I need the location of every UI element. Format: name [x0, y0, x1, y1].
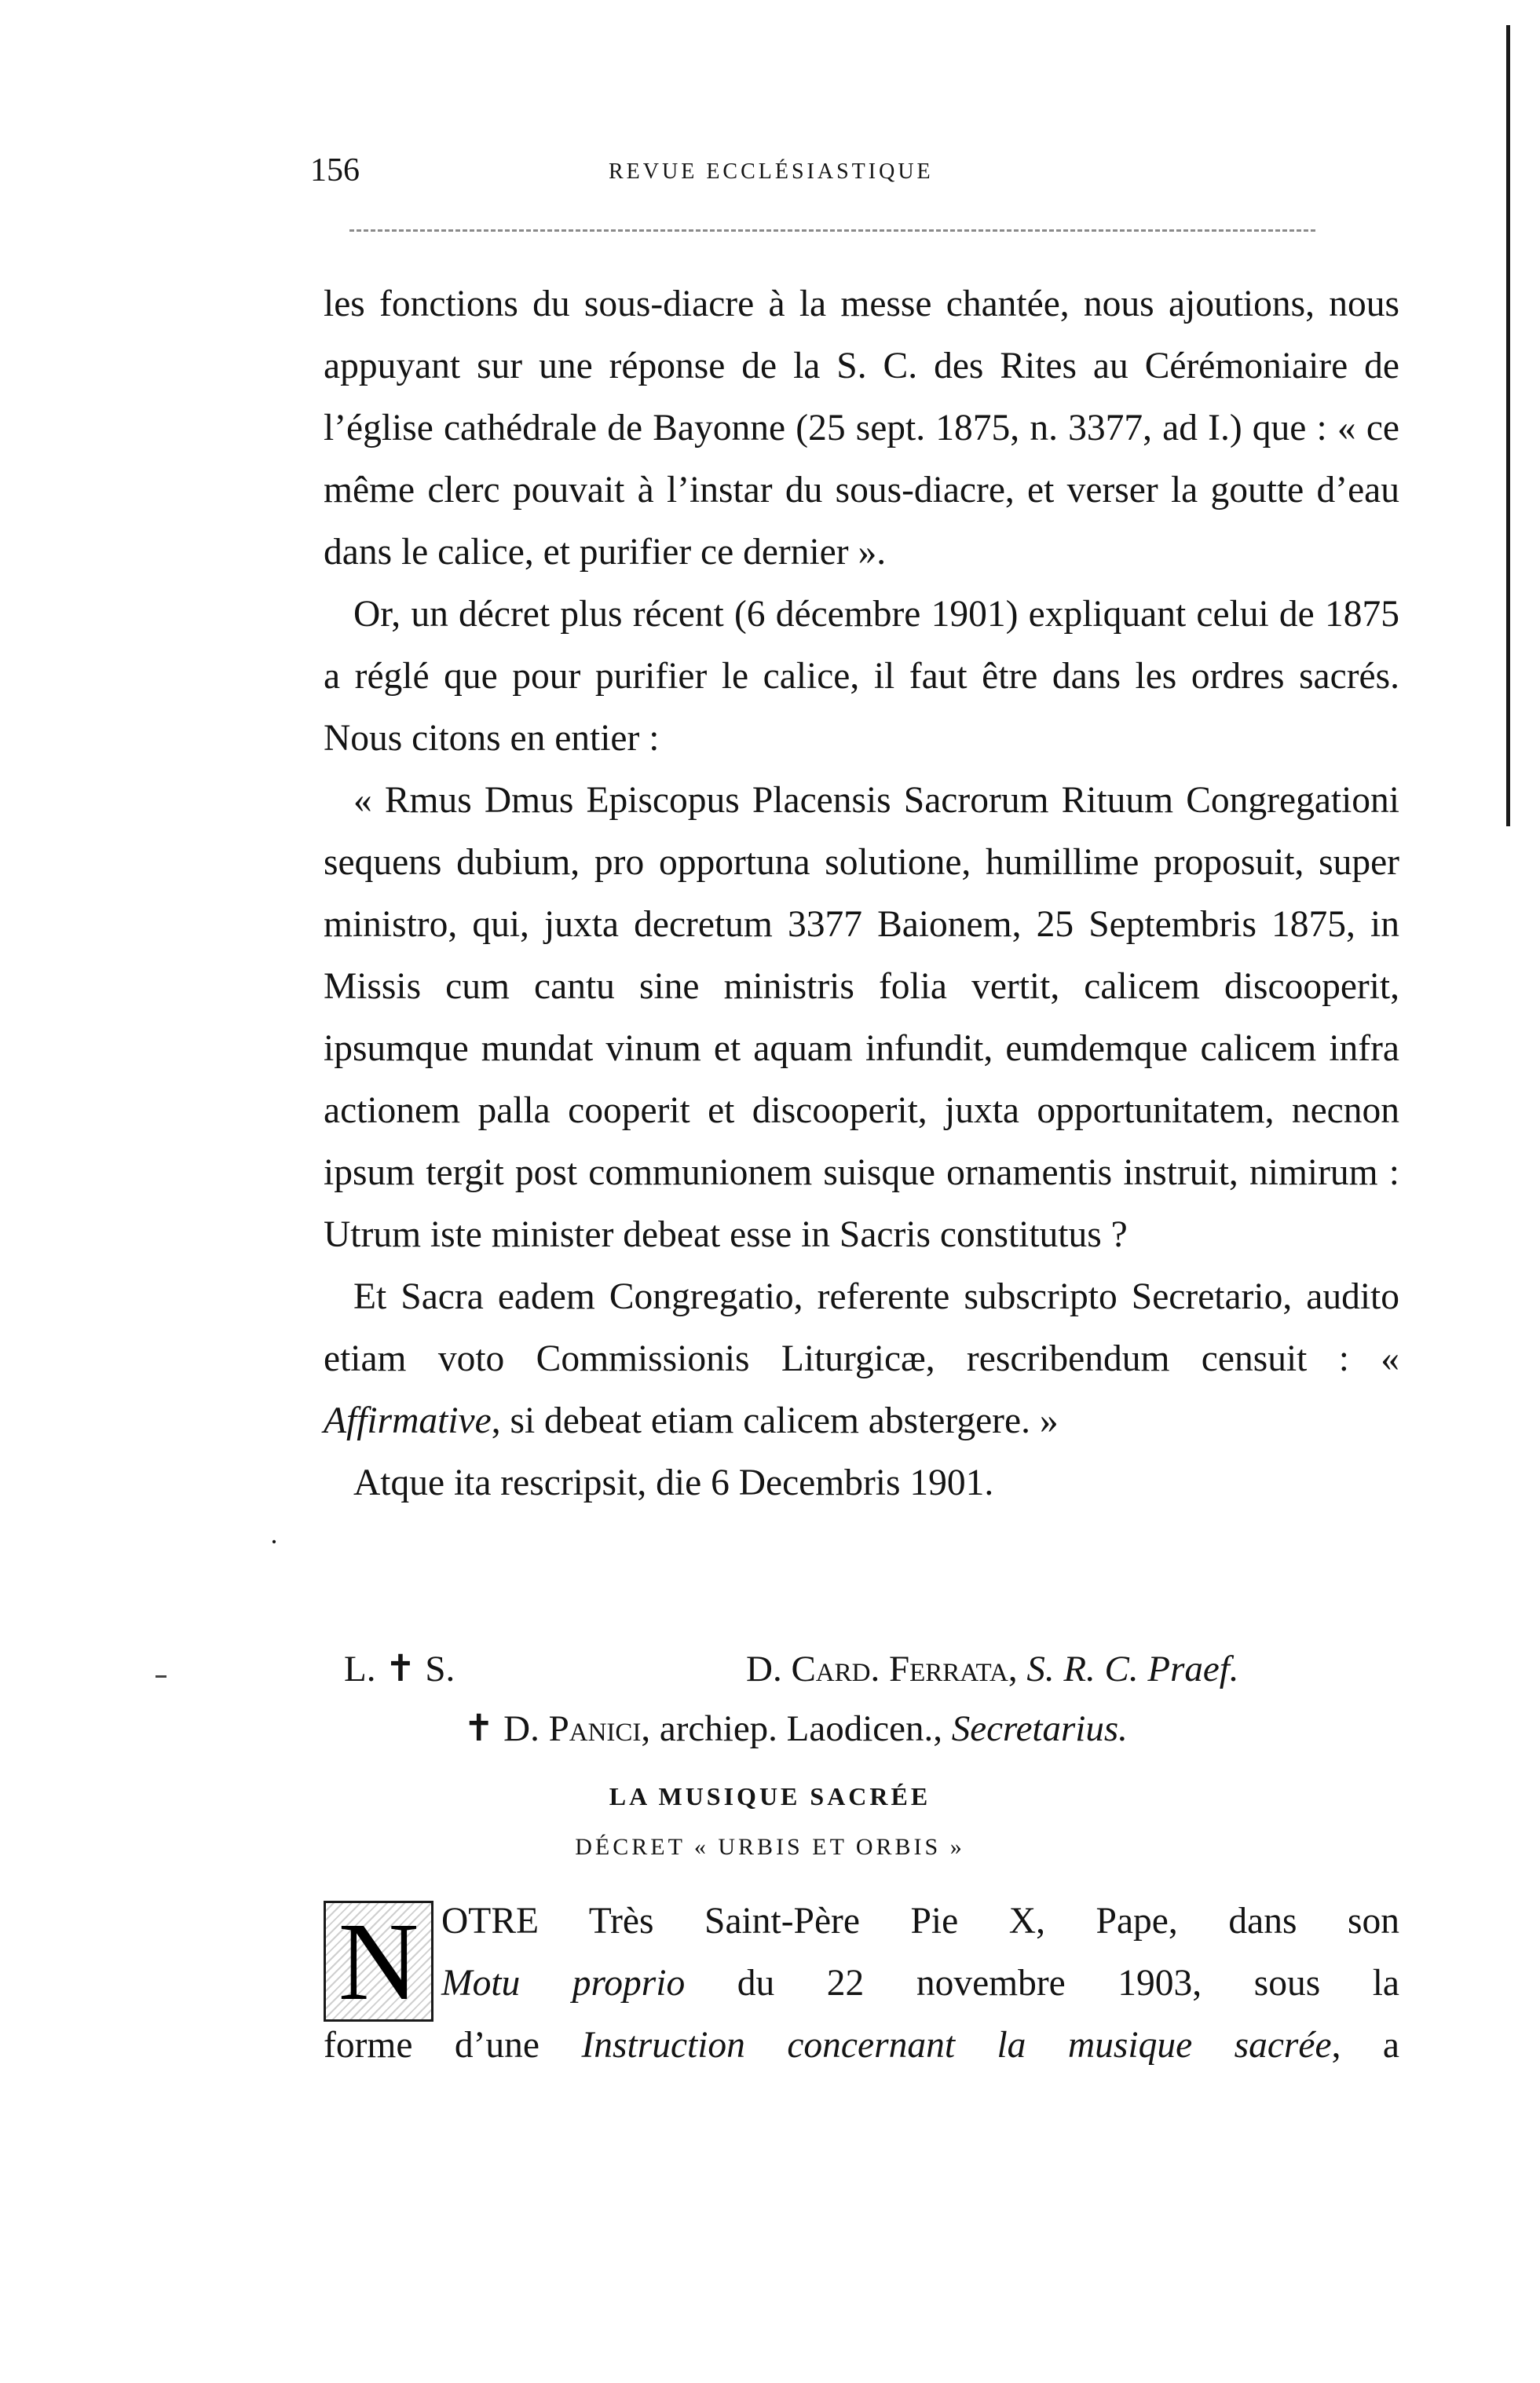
cardinal-title: S. R. C. Praef.	[1026, 1649, 1239, 1689]
cardinal-signature	[746, 1642, 1239, 1697]
paragraph-1: les fonctions du sous-diacre à la messe chantée, nous ajoutions, nous appuyant sur une réponse de la S. C. des Rites au Cérémoniaire de l’église cathédrale de Bayonne (25 sept. 1875, n. 3377, ad I.) que : « ce même clerc pouvait à l’instar du sous-diacre, et verser la goutte d’eau dans le calice, et purifier ce dernier ».	[324, 284, 1399, 573]
cardinal-name: Ferrata	[888, 1649, 1008, 1689]
musique-line-3	[324, 2015, 1399, 2077]
running-head: REVUE ECCLÉSIASTIQUE	[609, 159, 934, 184]
cross-icon: ✝	[463, 1708, 495, 1749]
margin-mark: ·	[269, 1526, 279, 1558]
paragraph-5: Atque ita rescripsit, die 6 Decembris 1901.	[353, 1462, 994, 1503]
paragraph-2: Or, un décret plus récent (6 décembre 1901) expliquant celui de 1875 a réglé que pour purifier le calice, il faut être dans les ordres sacrés. Nous citons en entier :	[324, 594, 1399, 759]
motu-proprio-title: Motu proprio	[441, 1963, 686, 2004]
cardinal-abbrev: Card.	[791, 1649, 880, 1689]
cardinal-space	[880, 1649, 889, 1689]
musique-paragraph	[324, 1891, 1399, 2077]
secretary-name: Panici	[548, 1708, 642, 1749]
musique-line-2	[441, 1953, 1399, 2015]
drop-cap-letter: N	[338, 1899, 419, 2023]
paragraph-4-text-a: Et Sacra eadem Congregatio, referente subscripto Secretario, audito etiam voto Commissionis Liturgicæ, rescribendum censuit : «	[324, 1276, 1399, 1379]
musique-line-3-text-b: , a	[1331, 2025, 1399, 2066]
instruction-title: Instruction concernant la musique sacrée	[581, 2025, 1332, 2066]
signature-line-2	[463, 1701, 1128, 1756]
page-header	[0, 151, 1540, 190]
musique-line-1: OTRE Très Saint-Père Pie X, Pape, dans son	[441, 1901, 1399, 1942]
secretary-initial: D.	[494, 1708, 549, 1749]
secretary-title: Secretarius.	[951, 1708, 1128, 1749]
affirmative-word: Affirmative	[324, 1400, 492, 1441]
page-number: 156	[310, 152, 360, 189]
paragraph-4	[324, 1266, 1399, 1452]
section-subtitle: DÉCRET « URBIS ET ORBIS »	[575, 1834, 965, 1860]
locus-sigilli: L. ✝ S.	[344, 1649, 455, 1689]
paragraph-4-text-b: , si debeat etiam calicem abstergere. »	[491, 1400, 1059, 1441]
secretary-see: , archiep. Laodicen.,	[641, 1708, 952, 1749]
margin-dash	[155, 1675, 166, 1678]
musique-line-3-text-a: forme d’une	[324, 2025, 582, 2066]
cardinal-separator: ,	[1008, 1649, 1027, 1689]
main-text	[324, 273, 1399, 1514]
header-rule	[349, 229, 1315, 232]
musique-line-2-text: du 22 novembre 1903, sous la	[685, 1963, 1400, 2004]
signature-line-1	[344, 1642, 1396, 1697]
section-title: LA MUSIQUE SACRÉE	[609, 1782, 931, 1810]
page-edge-rule	[1506, 25, 1510, 826]
decree-quote: « Rmus Dmus Episcopus Placensis Sacrorum Rituum Congregationi sequens dubium, pro opportuna solutione, humillime proposuit, super ministro, qui, juxta decretum 3377 Baionem, 25 Septembris 1875, in Missis cum cantu sine ministris folia vertit, calicem discooperit, ipsumque mundat vinum et aquam infundit, eumdemque calicem infra actionem palla cooperit et discooperit, juxta opportunitatem, necnon ipsum tergit post communionem suisque ornamentis instruit, nimirum : Utrum iste minister debeat esse in Sacris constitutus ?	[324, 780, 1399, 1255]
cardinal-initial: D.	[746, 1649, 792, 1689]
